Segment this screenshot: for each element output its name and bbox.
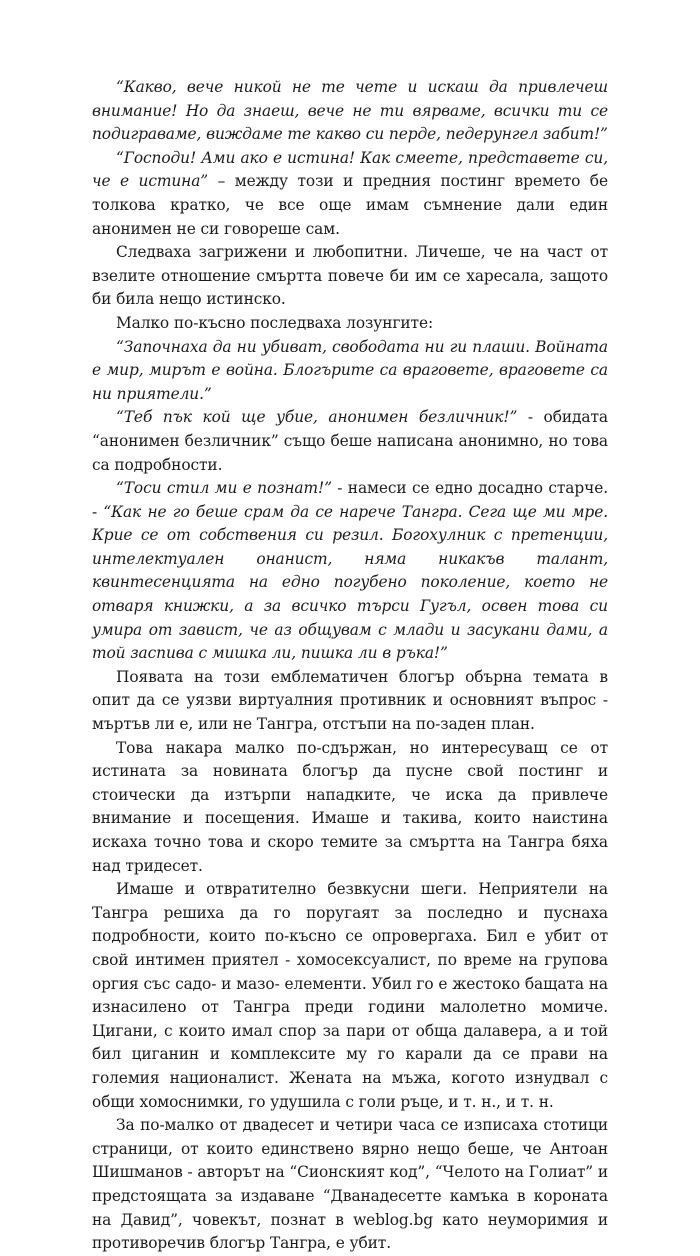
text-run: Имаше и отвратително безвкусни шеги. Неприятели на Тангра решиха да го поругаят за последно и пуснаха подробности, които по-късно се опровергаха. Бил е убит от свой интимен приятел - хомосексуалист, по време на групова оргия със садо- и мазо- елементи. Убил го е жестоко бащата на изнасилено от Тангра преди години малолетно момиче. Цигани, с които имал спор за пари от обща далавера, а и той бил циганин и комплексите му го карали да се прави на големия националист. Жената на мъжа, когото изнудвал с общи хомоснимки, го удушила с голи ръце, и т. н., и т. н. [92,880,608,1111]
text-run: “Какво, вече никой не те чете и искаш да привлечеш внимание! Но да знаеш, вече не ти вярваме, всички ти се подиграваме, виждаме те какво си перде, педерунгел забит!” [92,78,608,144]
text-run: - намеси се едно досадно старче. - [92,479,608,521]
text-run: Следваха загрижени и любопитни. Личеше, че на част от взелите отношение смъртта повече би им се харесала, защото би била нещо истинско. [92,243,608,309]
text-run: – между този и предния постинг времето бе толкова кратко, че все още имам съмнение дали един анонимен не си говореше сам. [92,172,608,238]
paragraph-8 [92,666,608,737]
text-run: “Започнаха да ни убиват, свободата ни ги плаши. Войната е мир, мирът е война. Блогърите са враговете, враговете са ни приятели.” [92,337,608,403]
text-run: Малко по-късно последваха лозунгите: [116,313,434,332]
text-run: Появата на този емблематичен блогър обърна темата в опит да се уязви виртуалния противник и основният въпрос - мъртъв ли е, или не Тангра, отстъпи на по-заден план. [92,667,608,734]
text-run: За по-малко от двадесет и четири часа се изписаха стотици страници, от които единствено вярно нещо беше, че Антоан Шишманов - авторът на “Сионският код”, “Челото на Голиат” и предстоящата за издаване “Дванадесетте камъка в короната на Давид”, човекът, познат в weblog.bg като неуморимия и противоречив блогър Тангра, е убит. [92,1116,608,1253]
paragraph-10 [92,878,608,1114]
text-run: Това накара малко по-сдържан, но интересуващ се от истината за новината блогър да пусне свой постинг и стоически да изтърпи нападките, че иска да привлече внимание и посещения. Имаше и такива, които наистина искаха точно това и скоро темите за смъртта на Тангра бяха над тридесет. [92,738,608,875]
text-run: “Как не го беше срам да се нарече Тангра. Сега ще ми мре. Крие се от собствения си резил. Богохулник с претенции, интелектуален онанист, няма никакъв талант, квинтесенцията на едно погубено поколение, което не отваря книжки, а за всичко търси Гугъл, освен това си умира от завист, че аз общувам с млади и засукани дами, а той заспива с мишка ли, пишка ли в ръка!” [92,502,608,663]
paragraph-4 [92,312,608,336]
paragraph-5 [92,336,608,407]
paragraph-7 [92,477,608,666]
text-run: “Тоси стил ми е познат!” [116,479,332,498]
paragraph-9 [92,737,608,879]
paragraph-2 [92,147,608,241]
paragraph-11 [92,1114,608,1256]
text-run: “Теб пък кой ще убие, анонимен безличник!” [116,408,518,427]
text-run: - обидата “анонимен безличник” също беше написана анонимно, но това са подробности. [92,408,608,474]
paragraph-6 [92,406,608,477]
paragraph-3 [92,241,608,312]
paragraph-1 [92,76,608,147]
text-run: “Господи! Ами ако е истина! Как смеете, представете си, че е истина” [92,148,608,191]
